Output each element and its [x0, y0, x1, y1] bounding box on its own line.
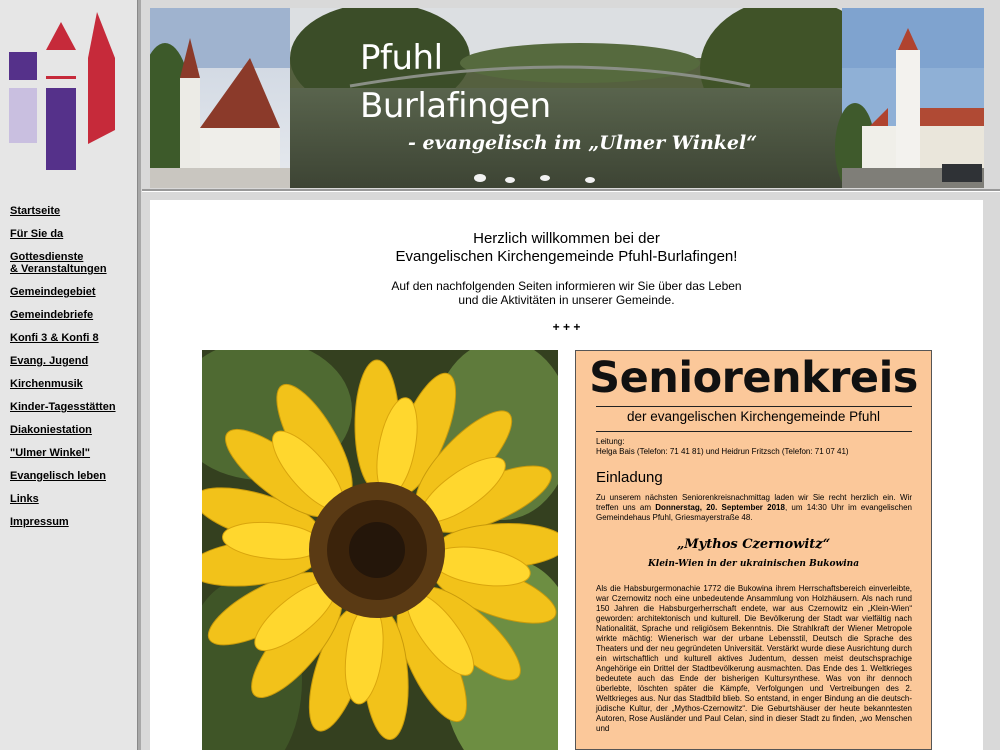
- banner-photo: [150, 8, 984, 188]
- nav-link[interactable]: "Ulmer Winkel": [10, 447, 91, 459]
- flyer-topic-subtitle: Klein-Wien in der ukrainischen Bukowina: [647, 559, 860, 569]
- nav-link[interactable]: Evangelisch leben: [10, 470, 106, 482]
- nav-item: [10, 401, 116, 413]
- logo-purple-square: [9, 52, 37, 80]
- flyer-invitation: [596, 493, 912, 523]
- nav-item: [10, 309, 116, 321]
- intro-text-line-2: und die Aktivitäten in unserer Gemeinde.: [458, 293, 675, 307]
- nav-item: [10, 332, 116, 344]
- nav-item: [10, 228, 116, 240]
- logo-red-spire: [88, 12, 115, 144]
- nav-link[interactable]: Impressum: [10, 516, 69, 528]
- flyer-rule-bottom: [596, 431, 912, 432]
- flyer-invitation-text-b: , um 14:30 Uhr im evangelischen Gemeindehaus Pfuhl, Griesmayerstraße 48.: [596, 503, 913, 522]
- banner-rule: [142, 189, 1000, 192]
- flyer-body-text: Als die Habsburgermonachie 1772 die Bukowina ihrem Herrschaftsbereich einverleibte, war Czernowitz noch eine unbedeutende Ansammlung von Holzhäusern. Als nach rund 150 Jahren die Habsburgerherrschaft endete, war aus Czernowitz ein „Klein-Wien“ geworden: architektonisch und kulturell. Die Bevölkerung der Stadt war vielfältig nach Nationalität, Sprache und religiösem Bekenntnis. Die Strahlkraft der Wiener Metropole wirkte mächtig: Wienerisch war der urbane Lebensstil, Deutsch die Sprache des Theaters und der neu gegründeten Universität. Verstärkt wurde diese Ausrichtung durch ein wirtschaftlich und kulturell aktives Judentum, dessen meist deutschsprachige Angehörige ein Drittel der Stadtbevölkerung ausmachten. Das Ende des 1. Weltkrieges bedeutete auch das Ende der bisherigen Kultursynthese. Was von ihr dennoch überlebte, löschten später die Kämpfe, Verfolgungen und Vertreibungen des 2. Weltkrieges aus. Nur das Stadtbild blieb. So entstand, in enger Bindung an die deutsch-jüdische Kultur, der „Mythos-Czernowitz“. Die Geburtshäuser der heute bekanntesten Autoren, Rose Ausländer und Paul Celan, sind in dieser Stadt zu finden, „wo Menschen und: [596, 584, 912, 733]
- nav-item: [10, 516, 116, 528]
- main-content: [150, 200, 983, 750]
- nav-item: [10, 286, 116, 298]
- intro-text-line-1: Auf den nachfolgenden Seiten informieren wir Sie über das Leben: [391, 279, 742, 293]
- welcome-heading-line-1: Herzlich willkommen bei der: [473, 230, 660, 247]
- nav-item: [10, 251, 116, 275]
- nav-link[interactable]: Startseite: [10, 205, 61, 217]
- seniorenkreis-flyer: [575, 350, 932, 750]
- header-banner: [150, 8, 984, 188]
- nav-link[interactable]: Gemeindegebiet: [10, 286, 96, 298]
- nav-item: [10, 378, 116, 390]
- banner-title-1: Pfuhl: [360, 38, 443, 78]
- nav-link[interactable]: Diakoniestation: [10, 424, 92, 436]
- banner-tagline: - evangelisch im „Ulmer Winkel“: [408, 132, 758, 154]
- nav-link[interactable]: Gottesdienste & Veranstaltungen: [10, 251, 107, 275]
- nav-link[interactable]: Kinder-Tagesstätten: [10, 401, 116, 413]
- nav-link[interactable]: Links: [10, 493, 39, 505]
- nav-link[interactable]: Für Sie da: [10, 228, 64, 240]
- flyer-title: Seniorenkreis: [589, 353, 918, 403]
- flyer-subtitle: der evangelischen Kirchengemeinde Pfuhl: [627, 409, 880, 424]
- logo-red-triangle: [46, 22, 76, 50]
- sunflower-image: [202, 350, 558, 750]
- banner-title-2: Burlafingen: [360, 86, 551, 126]
- flyer-date: Donnerstag, 20. September 2018: [655, 503, 785, 512]
- separator: + + +: [552, 320, 581, 334]
- nav-item: [10, 205, 116, 217]
- flyer-einladung: Einladung: [596, 469, 663, 486]
- flyer-invitation-text-a: Zu unserem nächsten Seniorenkreisnachmittag laden wir Sie recht herzlich ein. Wir treffen uns am: [596, 493, 912, 512]
- church-logo[interactable]: [6, 12, 120, 172]
- flyer-leitung-label: Leitung:: [596, 437, 625, 446]
- nav-item: [10, 493, 116, 505]
- nav-item: [10, 470, 116, 482]
- flyer-rule-top: [596, 406, 912, 407]
- flyer-leitung-text: Helga Bais (Telefon: 71 41 81) und Heidrun Fritzsch (Telefon: 71 07 41): [596, 447, 849, 456]
- sidebar: [0, 0, 137, 750]
- logo-purple-column: [46, 88, 76, 170]
- nav-item: [10, 355, 116, 367]
- logo-lavender-block: [9, 88, 37, 143]
- nav-link[interactable]: Evang. Jugend: [10, 355, 89, 367]
- nav-item: [10, 424, 116, 436]
- flyer-topic: „Mythos Czernowitz“: [676, 537, 831, 552]
- welcome-heading-line-2: Evangelischen Kirchengemeinde Pfuhl-Burlafingen!: [395, 248, 738, 265]
- main-navigation: [10, 205, 116, 539]
- nav-link[interactable]: Konfi 3 & Konfi 8: [10, 332, 99, 344]
- nav-item: [10, 447, 116, 459]
- logo-red-bar: [46, 76, 76, 79]
- nav-link[interactable]: Kirchenmusik: [10, 378, 83, 390]
- sidebar-divider: [137, 0, 141, 750]
- nav-link[interactable]: Gemeindebriefe: [10, 309, 94, 321]
